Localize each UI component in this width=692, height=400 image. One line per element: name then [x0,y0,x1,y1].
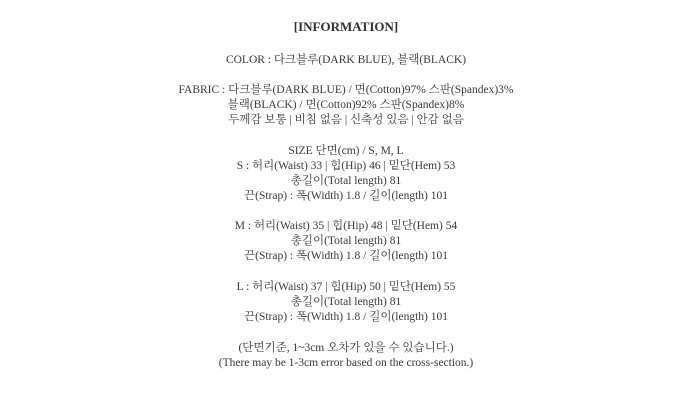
size-l-total-length: 총길이(Total length) 81 [290,296,402,308]
size-s-strap: 끈(Strap) : 폭(Width) 1.8 / 길이(length) 101 [244,190,448,202]
size-s-total-length: 총길이(Total length) 81 [290,175,402,187]
size-m-measurements: M : 허리(Waist) 35 | 힙(Hip) 48 | 밑단(Hem) 54 [234,220,458,232]
fabric-line-2: 블랙(BLACK) / 면(Cotton)92% 스판(Spandex)8% [227,99,465,111]
size-header: SIZE 단면(cm) / S, M, L [288,145,404,157]
information-title: [INFORMATION] [293,19,399,34]
size-m-total-length: 총길이(Total length) 81 [290,235,402,247]
size-s-measurements: S : 허리(Waist) 33 | 힙(Hip) 46 | 밑단(Hem) 53 [236,160,456,172]
color-line: COLOR : 다크블루(DARK BLUE), 블랙(BLACK) [225,54,467,66]
measurement-note-korean: (단면기준, 1~3cm 오차가 있을 수 있습니다.) [238,342,454,354]
size-m-strap: 끈(Strap) : 폭(Width) 1.8 / 길이(length) 101 [244,250,448,262]
size-l-measurements: L : 허리(Waist) 37 | 힙(Hip) 50 | 밑단(Hem) 55 [236,281,456,293]
fabric-attributes-line: 두께감 보통 | 비침 없음 | 신축성 있음 | 안감 없음 [228,114,464,126]
size-l-strap: 끈(Strap) : 폭(Width) 1.8 / 길이(length) 101 [244,311,448,323]
fabric-line-1: FABRIC : 다크블루(DARK BLUE) / 면(Cotton)97% 스판(Spandex)3% [178,84,514,96]
measurement-note-english: (There may be 1-3cm error based on the cross-section.) [218,357,474,369]
